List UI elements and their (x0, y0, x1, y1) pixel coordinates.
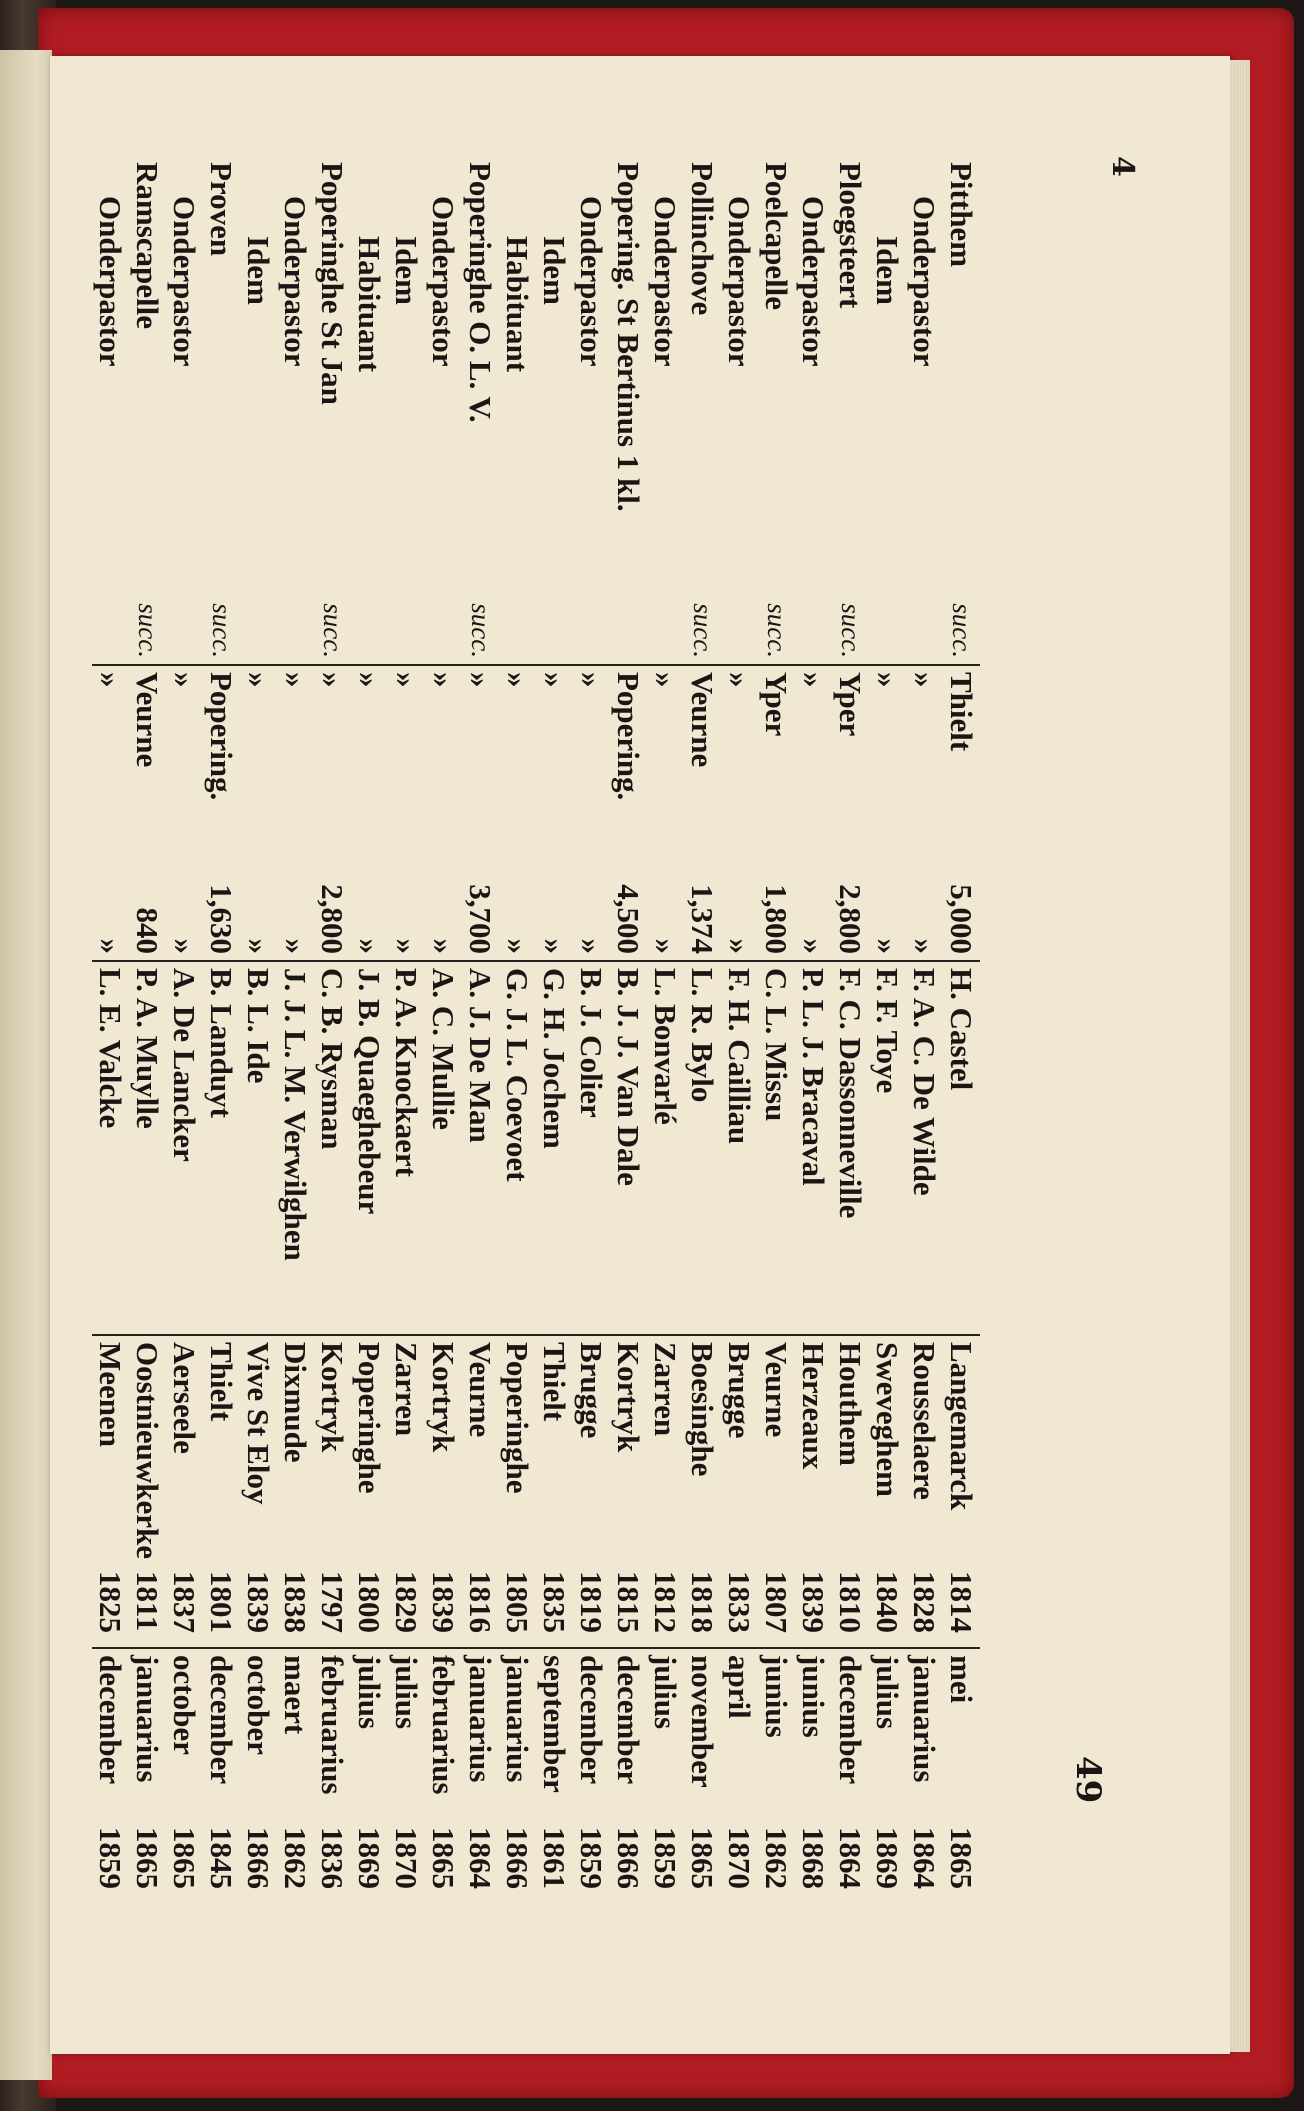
place-cell: Popering. St Bertinus 1 kl. (611, 162, 646, 512)
appointment-year-cell: 1859 (574, 1827, 609, 1889)
birth-year-cell: 1797 (315, 1571, 350, 1633)
table-row (499, 156, 536, 1913)
appointment-year-cell: 1870 (389, 1827, 424, 1889)
place-cell: Onderpastor (278, 196, 313, 367)
appointment-year-cell: 1865 (426, 1827, 461, 1889)
canton-cell: Popering. (610, 665, 647, 828)
month-cell: december (203, 1648, 240, 1821)
birthplace-cell: Herzeaux (795, 1335, 832, 1565)
month-cell: januarius (462, 1648, 499, 1821)
place-cell: Onderpastor (722, 196, 757, 367)
table-row (203, 156, 240, 1913)
table-row (314, 156, 351, 1913)
birth-year-cell: 1839 (241, 1571, 276, 1633)
priest-name-cell: P. L. J. Bracaval (795, 961, 832, 1335)
month-cell: december (610, 1648, 647, 1821)
amount-cell: » (500, 938, 535, 954)
amount-cell: » (278, 938, 313, 954)
birth-year-cell: 1839 (426, 1571, 461, 1633)
amount-cell: » (241, 938, 276, 954)
succ-cell (573, 582, 610, 665)
priest-name-cell: G. J. L. Coevoet (499, 961, 536, 1335)
place-cell: Onderpastor (796, 196, 831, 367)
place-cell: Idem (537, 236, 572, 305)
canton-cell: » (388, 665, 425, 828)
canton-cell: Popering. (203, 665, 240, 828)
canton-cell: » (869, 665, 906, 828)
table-row (906, 156, 943, 1913)
priest-name-cell: A. De Lancker (166, 961, 203, 1335)
amount-cell: 2,800 (833, 884, 868, 954)
amount-cell: 1,800 (759, 884, 794, 954)
place-cell: Ploegsteert (833, 162, 868, 309)
month-cell: februarius (425, 1648, 462, 1821)
table-row (388, 156, 425, 1913)
succ-cell: succ. (133, 603, 163, 658)
appointment-year-cell: 1859 (93, 1827, 128, 1889)
table-row (721, 156, 758, 1913)
birth-year-cell: 1812 (648, 1571, 683, 1633)
priest-name-cell: L. R. Bylo (684, 961, 721, 1335)
priest-name-cell: B. J. Colier (573, 961, 610, 1335)
birthplace-cell: Zarren (647, 1335, 684, 1565)
succ-cell (795, 582, 832, 665)
birthplace-cell: Thielt (536, 1335, 573, 1565)
canton-cell: » (536, 665, 573, 828)
birthplace-cell: Vive St Eloy (240, 1335, 277, 1565)
appointment-year-cell: 1865 (130, 1827, 165, 1889)
succ-cell: succ. (207, 603, 237, 658)
priest-name-cell: J. B. Quaeghebeur (351, 961, 388, 1335)
appointment-year-cell: 1864 (907, 1827, 942, 1889)
birthplace-cell: Langemarck (943, 1335, 980, 1565)
month-cell: junius (758, 1648, 795, 1821)
appointment-year-cell: 1866 (241, 1827, 276, 1889)
table-row (795, 156, 832, 1913)
table-row (129, 156, 166, 1913)
birthplace-cell: Dixmude (277, 1335, 314, 1565)
birthplace-cell: Thielt (203, 1335, 240, 1565)
amount-cell: 840 (130, 907, 165, 954)
canton-cell: » (573, 665, 610, 828)
canton-cell: » (277, 665, 314, 828)
canton-cell: » (166, 665, 203, 828)
birth-year-cell: 1816 (463, 1571, 498, 1633)
canton-cell: » (499, 665, 536, 828)
birthplace-cell: Veurne (462, 1335, 499, 1565)
succ-cell: succ. (318, 603, 348, 658)
birth-year-cell: 1829 (389, 1571, 424, 1633)
appointment-year-cell: 1866 (500, 1827, 535, 1889)
place-cell: Habituant (352, 236, 387, 373)
appointment-year-cell: 1864 (833, 1827, 868, 1889)
canton-cell: » (92, 665, 129, 828)
canton-cell: Thielt (943, 665, 980, 828)
priest-name-cell: L. E. Valcke (92, 961, 129, 1335)
place-cell: Pitthem (944, 162, 979, 268)
priest-name-cell: A. C. Mullie (425, 961, 462, 1335)
amount-cell: » (648, 938, 683, 954)
amount-cell: 1,630 (204, 884, 239, 954)
appointment-year-cell: 1865 (685, 1827, 720, 1889)
canton-cell: » (721, 665, 758, 828)
amount-cell: » (352, 938, 387, 954)
appointment-year-cell: 1865 (944, 1827, 979, 1889)
succ-cell (277, 582, 314, 665)
birth-year-cell: 1839 (796, 1571, 831, 1633)
month-cell: october (240, 1648, 277, 1821)
month-cell: december (92, 1648, 129, 1821)
priest-name-cell: F. A. C. De Wilde (906, 961, 943, 1335)
table-row (869, 156, 906, 1913)
canton-cell: » (462, 665, 499, 828)
table-row (240, 156, 277, 1913)
place-cell: Idem (389, 236, 424, 305)
amount-cell: » (537, 938, 572, 954)
birthplace-cell: Brugge (721, 1335, 758, 1565)
page-number: 49 (1068, 1756, 1108, 1804)
birthplace-cell: Sweveghem (869, 1335, 906, 1565)
birth-year-cell: 1838 (278, 1571, 313, 1633)
birth-year-cell: 1818 (685, 1571, 720, 1633)
table-row (573, 156, 610, 1913)
appointment-year-cell: 1870 (722, 1827, 757, 1889)
succ-cell (92, 582, 129, 665)
month-cell: januarius (499, 1648, 536, 1821)
month-cell: junius (795, 1648, 832, 1821)
priest-name-cell: L. Bonvarlé (647, 961, 684, 1335)
table-row (647, 156, 684, 1913)
priest-name-cell: G. H. Jochem (536, 961, 573, 1335)
succ-cell (499, 582, 536, 665)
book-page (50, 56, 1230, 2054)
amount-cell: » (426, 938, 461, 954)
amount-cell: » (907, 938, 942, 954)
birth-year-cell: 1814 (944, 1571, 979, 1633)
appointment-year-cell: 1845 (204, 1827, 239, 1889)
place-cell: Poperinghe O. L. V. (463, 162, 498, 423)
birth-year-cell: 1833 (722, 1571, 757, 1633)
clergy-table (92, 156, 980, 1913)
place-cell: Onderpastor (574, 196, 609, 367)
succ-cell (240, 582, 277, 665)
place-cell: Idem (870, 236, 905, 305)
succ-cell (906, 582, 943, 665)
canton-cell: » (906, 665, 943, 828)
place-cell: Onderpastor (167, 196, 202, 367)
amount-cell: » (93, 938, 128, 954)
birthplace-cell: Kortryk (314, 1335, 351, 1565)
month-cell: februarius (314, 1648, 351, 1821)
priest-name-cell: J. J. L. M. Verwilghen (277, 961, 314, 1335)
birthplace-cell: Brugge (573, 1335, 610, 1565)
birthplace-cell: Zarren (388, 1335, 425, 1565)
month-cell: december (573, 1648, 610, 1821)
signature-mark: 4 (1105, 156, 1140, 177)
birthplace-cell: Kortryk (425, 1335, 462, 1565)
month-cell: december (832, 1648, 869, 1821)
table-row (166, 156, 203, 1913)
left-page-edge (0, 50, 52, 2080)
month-cell: januarius (906, 1648, 943, 1821)
priest-name-cell: B. Landuyt (203, 961, 240, 1335)
place-cell: Ramscapelle (130, 162, 165, 330)
birthplace-cell: Oostnieuwkerke (129, 1335, 166, 1565)
rotated-content (93, 116, 1140, 2106)
succ-cell (647, 582, 684, 665)
table-row (351, 156, 388, 1913)
succ-cell: succ. (466, 603, 496, 658)
succ-cell: succ. (836, 603, 866, 658)
month-cell: november (684, 1648, 721, 1821)
succ-cell (869, 582, 906, 665)
canton-cell: » (314, 665, 351, 828)
birthplace-cell: Boesinghe (684, 1335, 721, 1565)
birthplace-cell: Poperinghe (351, 1335, 388, 1565)
canton-cell: Veurne (684, 665, 721, 828)
priest-name-cell: P. A. Muylle (129, 961, 166, 1335)
table-row (758, 156, 795, 1913)
birthplace-cell: Kortryk (610, 1335, 647, 1565)
table-row (943, 156, 980, 1913)
table-row (536, 156, 573, 1913)
birthplace-cell: Meenen (92, 1335, 129, 1565)
birth-year-cell: 1810 (833, 1571, 868, 1633)
table-row (92, 156, 129, 1913)
birth-year-cell: 1815 (611, 1571, 646, 1633)
table-row (610, 156, 647, 1913)
priest-name-cell: F. F. Toye (869, 961, 906, 1335)
canton-cell: » (647, 665, 684, 828)
appointment-year-cell: 1868 (796, 1827, 831, 1889)
succ-cell (610, 582, 647, 665)
amount-cell: » (870, 938, 905, 954)
amount-cell: 5,000 (944, 884, 979, 954)
birthplace-cell: Poperinghe (499, 1335, 536, 1565)
amount-cell: 4,500 (611, 884, 646, 954)
month-cell: october (166, 1648, 203, 1821)
place-cell: Onderpastor (93, 196, 128, 367)
canton-cell: » (425, 665, 462, 828)
month-cell: april (721, 1648, 758, 1821)
month-cell: januarius (129, 1648, 166, 1821)
canton-cell: Yper (832, 665, 869, 828)
table-row (277, 156, 314, 1913)
place-cell: Pollinchove (685, 162, 720, 316)
month-cell: mei (943, 1648, 980, 1821)
table-row (684, 156, 721, 1913)
month-cell: julius (351, 1648, 388, 1821)
amount-cell: » (389, 938, 424, 954)
amount-cell: » (167, 938, 202, 954)
birth-year-cell: 1840 (870, 1571, 905, 1633)
amount-cell: » (796, 938, 831, 954)
month-cell: september (536, 1648, 573, 1821)
appointment-year-cell: 1865 (167, 1827, 202, 1889)
month-cell: julius (647, 1648, 684, 1821)
place-cell: Onderpastor (648, 196, 683, 367)
appointment-year-cell: 1866 (611, 1827, 646, 1889)
birthplace-cell: Aerseele (166, 1335, 203, 1565)
table-row (462, 156, 499, 1913)
canton-cell: » (795, 665, 832, 828)
month-cell: maert (277, 1648, 314, 1821)
month-cell: julius (388, 1648, 425, 1821)
place-cell: Poperinghe St Jan (315, 162, 350, 405)
birth-year-cell: 1819 (574, 1571, 609, 1633)
birth-year-cell: 1800 (352, 1571, 387, 1633)
table-row (425, 156, 462, 1913)
birthplace-cell: Veurne (758, 1335, 795, 1565)
succ-cell (536, 582, 573, 665)
clergy-table-body (92, 156, 980, 1913)
place-cell: Poelcapelle (759, 162, 794, 311)
place-cell: Onderpastor (907, 196, 942, 367)
appointment-year-cell: 1859 (648, 1827, 683, 1889)
place-cell: Idem (241, 236, 276, 305)
amount-cell: 3,700 (463, 884, 498, 954)
priest-name-cell: H. Castel (943, 961, 980, 1335)
right-page-edge (1230, 60, 1250, 2052)
birthplace-cell: Houthem (832, 1335, 869, 1565)
succ-cell: succ. (947, 603, 977, 658)
canton-cell: Veurne (129, 665, 166, 828)
priest-name-cell: F. C. Dassonneville (832, 961, 869, 1335)
succ-cell (351, 582, 388, 665)
succ-cell (388, 582, 425, 665)
amount-cell: » (722, 938, 757, 954)
succ-cell (721, 582, 758, 665)
priest-name-cell: B. J. J. Van Dale (610, 961, 647, 1335)
birth-year-cell: 1828 (907, 1571, 942, 1633)
succ-cell (425, 582, 462, 665)
priest-name-cell: P. A. Knockaert (388, 961, 425, 1335)
priest-name-cell: C. B. Rysman (314, 961, 351, 1335)
canton-cell: » (240, 665, 277, 828)
appointment-year-cell: 1869 (870, 1827, 905, 1889)
birth-year-cell: 1811 (130, 1571, 165, 1632)
amount-cell: » (574, 938, 609, 954)
appointment-year-cell: 1864 (463, 1827, 498, 1889)
birth-year-cell: 1807 (759, 1571, 794, 1633)
month-cell: julius (869, 1648, 906, 1821)
birth-year-cell: 1801 (204, 1571, 239, 1633)
place-cell: Habituant (500, 236, 535, 373)
amount-cell: 1,374 (685, 884, 720, 954)
priest-name-cell: F. H. Cailliau (721, 961, 758, 1335)
appointment-year-cell: 1869 (352, 1827, 387, 1889)
birth-year-cell: 1805 (500, 1571, 535, 1633)
canton-cell: » (351, 665, 388, 828)
appointment-year-cell: 1861 (537, 1827, 572, 1889)
amount-cell: 2,800 (315, 884, 350, 954)
table-row (832, 156, 869, 1913)
place-cell: Onderpastor (426, 196, 461, 367)
succ-cell: succ. (762, 603, 792, 658)
birth-year-cell: 1837 (167, 1571, 202, 1633)
birthplace-cell: Rousselaere (906, 1335, 943, 1565)
appointment-year-cell: 1862 (278, 1827, 313, 1889)
birth-year-cell: 1825 (93, 1571, 128, 1633)
appointment-year-cell: 1862 (759, 1827, 794, 1889)
appointment-year-cell: 1836 (315, 1827, 350, 1889)
succ-cell: succ. (688, 603, 718, 658)
priest-name-cell: B. L. Ide (240, 961, 277, 1335)
birth-year-cell: 1835 (537, 1571, 572, 1633)
place-cell: Proven (204, 162, 239, 257)
priest-name-cell: C. L. Missu (758, 961, 795, 1335)
canton-cell: Yper (758, 665, 795, 828)
priest-name-cell: A. J. De Man (462, 961, 499, 1335)
succ-cell (166, 582, 203, 665)
